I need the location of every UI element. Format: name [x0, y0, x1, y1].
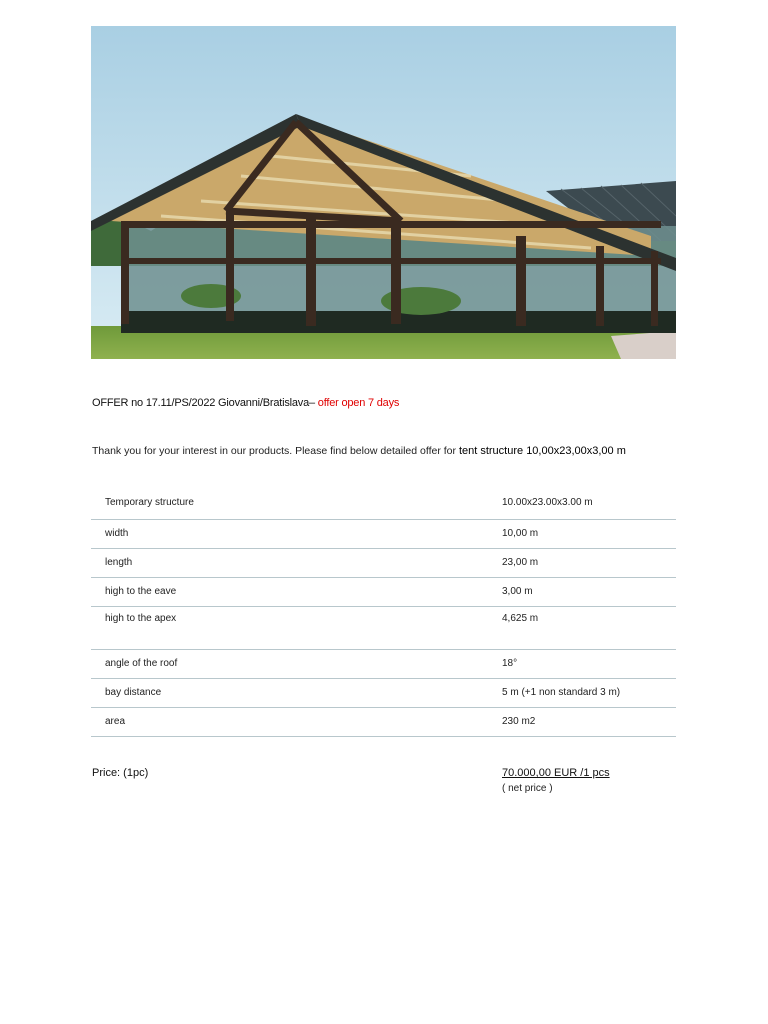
price-label: Price: (1pc) [92, 767, 149, 779]
table-row [91, 649, 676, 678]
spec-value: 3,00 m [502, 586, 533, 597]
offer-number: OFFER no 17.11/PS/2022 Giovanni/Bratislava– [92, 397, 315, 409]
table-row [91, 548, 676, 577]
tent-photo [91, 26, 676, 359]
spec-value: 10.00x23.00x3.00 m [502, 496, 593, 508]
specs-table [91, 486, 676, 737]
table-row [91, 519, 676, 548]
offer-validity: offer open 7 days [314, 397, 400, 409]
intro-text: Thank you for your interest in our products. Please find below detailed offer for [92, 445, 457, 457]
spec-label: high to the eave [105, 586, 177, 597]
price-note: ( net price ) [502, 783, 553, 794]
table-row [91, 486, 676, 519]
spec-label: width [105, 528, 129, 539]
spec-value: 23,00 m [502, 557, 539, 568]
spec-value: 10,00 m [502, 528, 539, 539]
spec-value: 4,625 m [502, 612, 539, 624]
spec-value: 230 m2 [502, 716, 536, 727]
spec-label: length [105, 557, 133, 568]
table-row [91, 577, 676, 606]
spec-value: 5 m (+1 non standard 3 m) [502, 687, 621, 698]
spec-label: Temporary structure [105, 496, 194, 508]
intro-paragraph [92, 445, 626, 457]
price-value: 70.000,00 EUR /1 pcs [502, 767, 610, 779]
spec-label: high to the apex [105, 612, 177, 624]
spec-value: 18° [502, 658, 518, 669]
spec-label: angle of the roof [105, 658, 178, 669]
spec-label: area [105, 716, 126, 727]
table-row [91, 707, 676, 736]
intro-subject: tent structure 10,00x23,00x3,00 m [458, 445, 626, 457]
table-row [91, 606, 676, 649]
spec-label: bay distance [105, 687, 162, 698]
table-row [91, 678, 676, 707]
offer-title [92, 397, 399, 409]
